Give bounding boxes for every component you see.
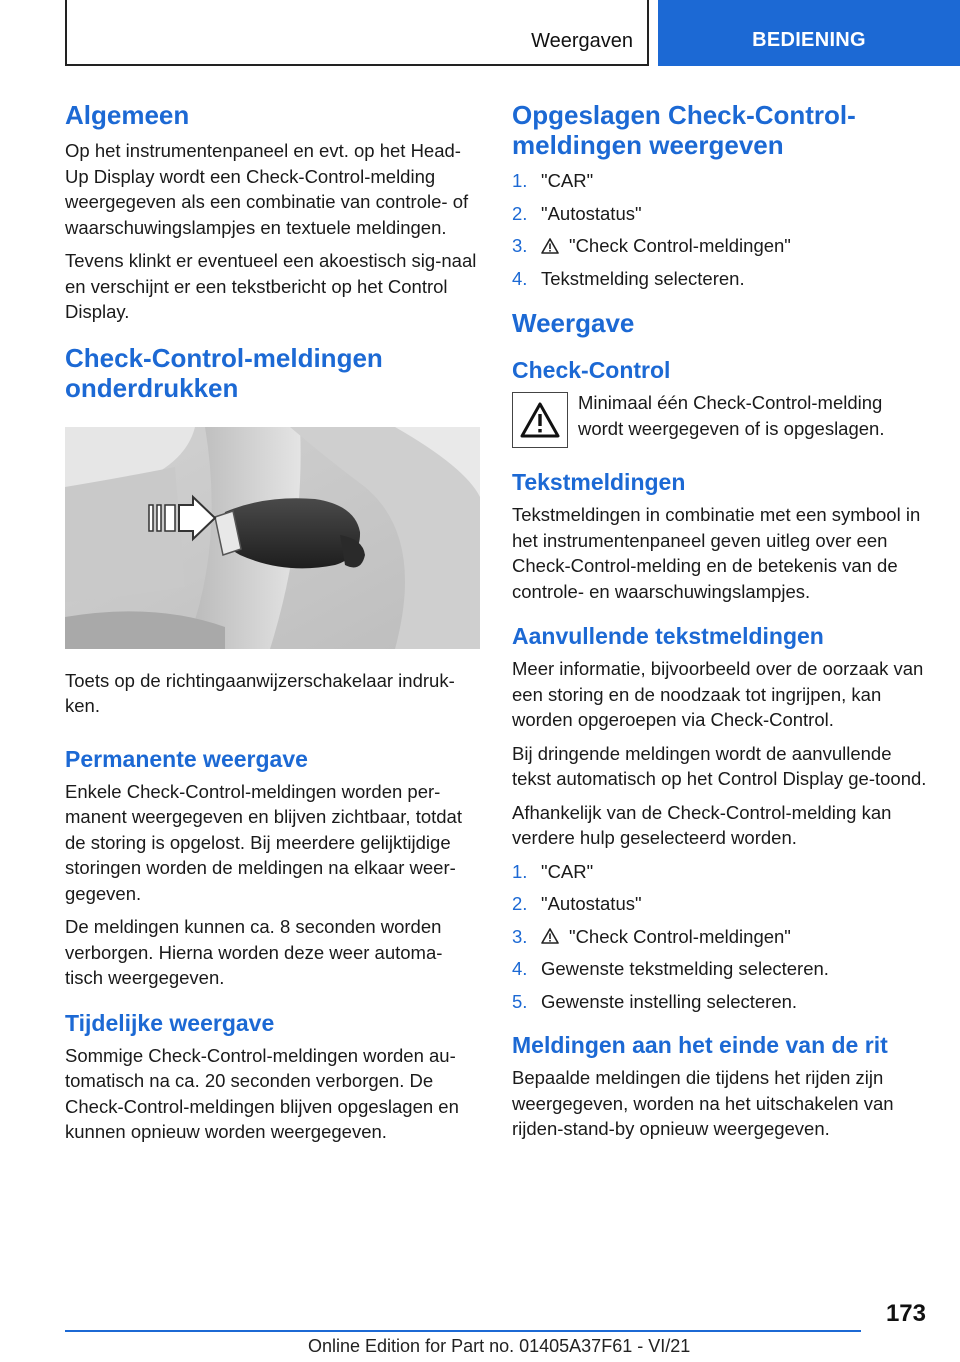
page-number: 173	[885, 1300, 926, 1327]
paragraph: Toets op de richtingaanwijzerschakelaar indruk-ken.	[65, 669, 455, 716]
warning-triangle-icon	[541, 238, 559, 254]
step-number: 5.	[512, 990, 528, 1012]
heading-text-messages: Tekstmeldingen	[512, 469, 686, 495]
steps-additional-list	[512, 859, 928, 1015]
step-item	[512, 891, 928, 917]
warning-text: Minimaal één Check-Control-melding wordt weergegeven of is opgeslagen.	[578, 392, 885, 439]
step-number: 3.	[512, 235, 528, 256]
step-item	[512, 989, 928, 1015]
step-item	[512, 924, 928, 950]
heading-general: Algemeen	[65, 100, 190, 130]
right-column	[512, 100, 928, 1150]
heading-temporary: Tijdelijke weergave	[65, 1009, 275, 1036]
step-item	[512, 266, 928, 292]
header-chapter-tab: BEDIENING	[658, 0, 960, 66]
paragraph: Afhankelijk van de Check-Control-melding kan verdere hulp geselecteerd worden.	[512, 801, 892, 848]
footer-edition: Online Edition for Part no. 01405A37F61 - VI/21	[308, 1336, 691, 1356]
heading-suppress: Check-Control-meldingen onderdrukken	[65, 342, 383, 403]
footer-divider	[65, 1330, 861, 1332]
paragraph: Bij dringende meldingen wordt de aanvullende tekst automatisch op het Control Display ge-toond.	[512, 742, 927, 789]
paragraph: Tevens klinkt er eventueel een akoestisch sig-naal en verschijnt er een tekstbericht op het Control Display.	[65, 250, 477, 322]
step-number: 1.	[512, 170, 528, 191]
step-number: 2.	[512, 202, 528, 224]
step-text: Tekstmelding selecteren.	[541, 267, 745, 289]
step-text: "CAR"	[541, 170, 594, 191]
turn-signal-lever-illustration	[65, 427, 480, 649]
paragraph: De meldingen kunnen ca. 8 seconden worden verborgen. Hierna worden deze weer automa-tisch weergegeven.	[65, 916, 443, 988]
step-text: "CAR"	[541, 860, 594, 882]
warning-triangle-icon	[541, 928, 559, 944]
step-number: 2.	[512, 893, 528, 914]
paragraph: Op het instrumentenpaneel en evt. op het Head-Up Display wordt een Check-Control-melding weergegeven als een combinatie van controle- of waarschuwingslampjes en textuele meldingen.	[65, 140, 469, 238]
step-item	[512, 201, 928, 227]
step-text: "Autostatus"	[541, 202, 642, 224]
step-item	[512, 956, 928, 982]
steps-stored-list	[512, 168, 928, 291]
warning-triangle-icon	[512, 392, 568, 448]
heading-end-of-trip: Meldingen aan het einde van de rit	[512, 1032, 888, 1058]
warning-note	[512, 390, 928, 448]
heading-additional-messages: Aanvullende tekstmeldingen	[512, 623, 824, 649]
step-text: "Check Control-meldingen"	[569, 925, 791, 947]
step-item	[512, 233, 928, 259]
heading-stored-messages: Opgeslagen Check-Control-meldingen weergeven	[512, 100, 856, 160]
step-number: 4.	[512, 958, 528, 979]
step-text: Gewenste instelling selecteren.	[541, 990, 798, 1012]
step-number: 1.	[512, 860, 528, 882]
heading-permanent: Permanente weergave	[65, 745, 308, 772]
paragraph: Meer informatie, bijvoorbeeld over de oorzaak van een storing en de noodzaak tot ingrijpen, kan worden opgeroepen via Check-Control.	[512, 658, 924, 730]
header-section-title: Weergaven	[531, 30, 633, 52]
left-column	[65, 100, 480, 1153]
page-header	[0, 0, 960, 66]
heading-check-control: Check-Control	[512, 357, 671, 383]
step-text: Gewenste tekstmelding selecteren.	[541, 958, 829, 979]
header-section-box	[65, 0, 649, 66]
step-number: 4.	[512, 267, 528, 289]
step-text: "Autostatus"	[541, 893, 642, 914]
heading-display: Weergave	[512, 308, 635, 338]
paragraph: Enkele Check-Control-meldingen worden per-manent weergegeven en blijven zichtbaar, totdat de storing is opgelost. Bij meerdere gelijktijdige storingen worden de meldingen na elkaar weer-gegeven.	[65, 780, 462, 904]
step-number: 3.	[512, 925, 528, 947]
paragraph: Tekstmeldingen in combinatie met een symbool in het instrumentenpaneel geven uitleg over een Check-Control-melding en de betekenis van de controle- en waarschuwingslampjes.	[512, 504, 921, 602]
paragraph: Sommige Check-Control-meldingen worden au-tomatisch na ca. 20 seconden verborgen. De Check-Control-meldingen blijven opgeslagen en kunnen opnieuw worden weergegeven.	[65, 1044, 459, 1142]
step-item	[512, 168, 928, 194]
step-item	[512, 859, 928, 885]
paragraph: Bepaalde meldingen die tijdens het rijden zijn weergegeven, worden na het uitschakelen van rijden-stand-by opnieuw weergegeven.	[512, 1067, 894, 1139]
step-text: "Check Control-meldingen"	[569, 235, 791, 256]
